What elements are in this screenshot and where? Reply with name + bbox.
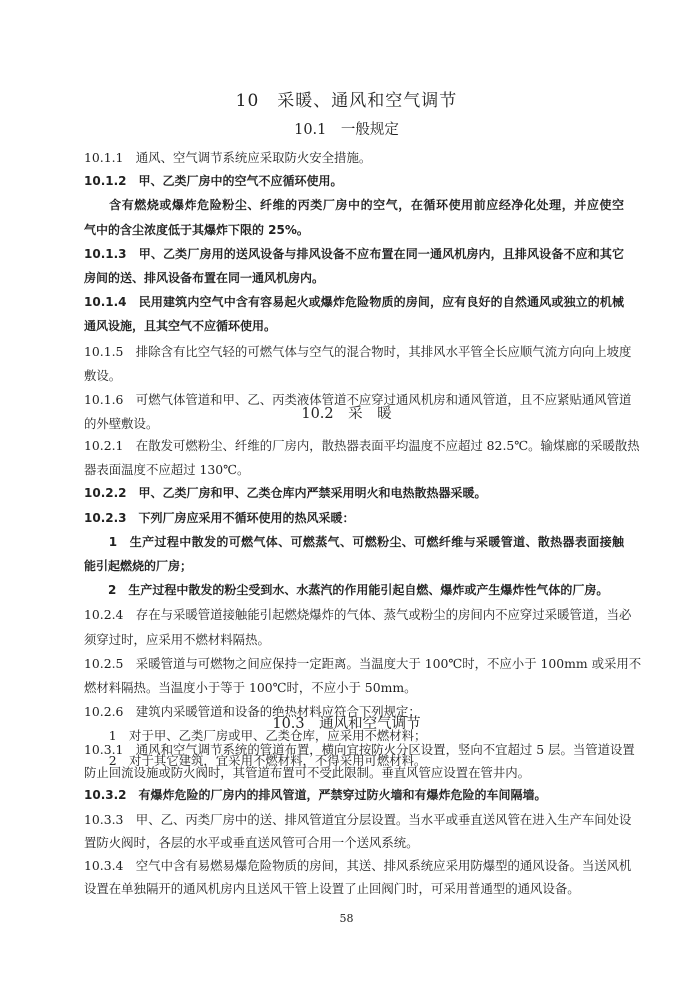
clause-10-1-6-cont: 的外壁敷设。 — [84, 416, 159, 431]
section-title-10-3: 10.3 通风和空气调节 — [272, 716, 421, 732]
clause-10-1-6: 10.1.6 可燃气体管道和甲、乙、丙类液体管道不应穿过通风机房和通风管道，且不应紧贴通风管道 — [84, 392, 632, 407]
clause-10-2-6-item-2: 2 对于其它建筑，宜采用不燃材料，不得采用可燃材料。 — [84, 753, 427, 768]
clause-10-1-3: 10.1.3 甲、乙类厂房用的送风设备与排风设备不应布置在同一通风机房内，且排风设备不应和其它 — [84, 247, 624, 261]
clause-10-3-3: 10.3.3 甲、乙、丙类厂房中的送、排风管道宜分层设置。当水平或垂直送风管在进入生产车间处设 — [84, 812, 632, 827]
section-title-10-1: 10.1 一般规定 — [294, 122, 399, 138]
clause-10-2-3-item-2: 2 生产过程中散发的粉尘受到水、水蒸汽的作用能引起自燃、爆炸或产生爆炸性气体的厂房。 — [84, 583, 609, 597]
clause-10-2-3: 10.2.3 下列厂房应采用不循环使用的热风采暖： — [84, 511, 355, 525]
clause-10-1-2: 10.1.2 甲、乙类厂房中的空气不应循环使用。 — [84, 174, 343, 188]
clause-10-3-2: 10.3.2 有爆炸危险的厂房内的排风管道，严禁穿过防火墙和有爆炸危险的车间隔墙。 — [84, 788, 547, 802]
clause-10-1-3-cont: 房间的送、排风设备布置在同一通风机房内。 — [84, 271, 325, 285]
section-title-10-2: 10.2 采 暖 — [301, 406, 392, 422]
clause-10-1-2-text-cont: 气中的含尘浓度低于其爆炸下限的 25%。 — [84, 223, 309, 237]
clause-10-1-4: 10.1.4 民用建筑内空气中含有容易起火或爆炸危险物质的房间，应有良好的自然通风或独立的机械 — [84, 295, 624, 309]
clause-10-2-1: 10.2.1 在散发可燃粉尘、纤维的厂房内，散热器表面平均温度不应超过 82.5℃。输煤廊的采暖散热 — [84, 438, 640, 453]
page-number: 58 — [339, 912, 354, 925]
clause-10-1-4-cont: 通风设施，且其空气不应循环使用。 — [84, 319, 277, 333]
clause-10-3-4: 10.3.4 空气中含有易燃易爆危险物质的房间，其送、排风系统应采用防爆型的通风设备。当送风机 — [84, 858, 632, 873]
clause-10-3-4-cont: 设置在单独隔开的通风机房内且送风干管上设置了止回阀门时，可采用普通型的通风设备。 — [84, 881, 580, 896]
clause-10-2-2: 10.2.2 甲、乙类厂房和甲、乙类仓库内严禁采用明火和电热散热器采暖。 — [84, 486, 487, 500]
clause-10-3-1: 10.3.1 通风和空气调节系统的管道布置，横向宜按防火分区设置，竖向不宜超过 5 层。当管道设置 — [84, 742, 635, 757]
clause-10-1-5-cont: 敷设。 — [84, 368, 122, 383]
clause-10-1-1: 10.1.1 通风、空气调节系统应采取防火安全措施。 — [84, 150, 372, 165]
clause-10-2-4: 10.2.4 存在与采暖管道接触能引起燃烧爆炸的气体、蒸气或粉尘的房间内不应穿过采暖管道，当必 — [84, 607, 632, 622]
clause-10-3-1-cont: 防止回流设施或防火阀时，其管道布置可不受此限制。垂直风管应设置在管井内。 — [84, 765, 531, 780]
clause-10-2-6: 10.2.6 建筑内采暖管道和设备的绝热材料应符合下列规定： — [84, 704, 421, 719]
clause-10-2-5: 10.2.5 采暖管道与可燃物之间应保持一定距离。当温度大于 100℃时，不应小于 100mm 或采用不 — [84, 656, 642, 671]
clause-10-2-4-cont: 须穿过时，应采用不燃材料隔热。 — [84, 632, 270, 647]
clause-10-2-1-cont: 器表面温度不应超过 130℃。 — [84, 462, 250, 477]
clause-10-3-3-cont: 置防火阀时，各层的水平或垂直送风管可合用一个送风系统。 — [84, 835, 419, 850]
clause-10-2-5-cont: 燃材料隔热。当温度小于等于 100℃时，不应小于 50mm。 — [84, 680, 417, 695]
clause-10-2-3-item-1-cont: 能引起燃烧的厂房； — [84, 559, 193, 573]
clause-10-2-6-item-1: 1 对于甲、乙类厂房或甲、乙类仓库，应采用不燃材料； — [84, 728, 427, 743]
chapter-title: 10 采暖、通风和空气调节 — [235, 91, 458, 111]
clause-10-2-3-item-1: 1 生产过程中散发的可燃气体、可燃蒸气、可燃粉尘、可燃纤维与采暖管道、散热器表面接触 — [84, 535, 624, 549]
clause-10-1-2-text: 含有燃烧或爆炸危险粉尘、纤维的丙类厂房中的空气，在循环使用前应经净化处理，并应使空 — [84, 198, 624, 212]
clause-10-1-5: 10.1.5 排除含有比空气轻的可燃气体与空气的混合物时，其排风水平管全长应顺气流方向向上坡度 — [84, 344, 632, 359]
